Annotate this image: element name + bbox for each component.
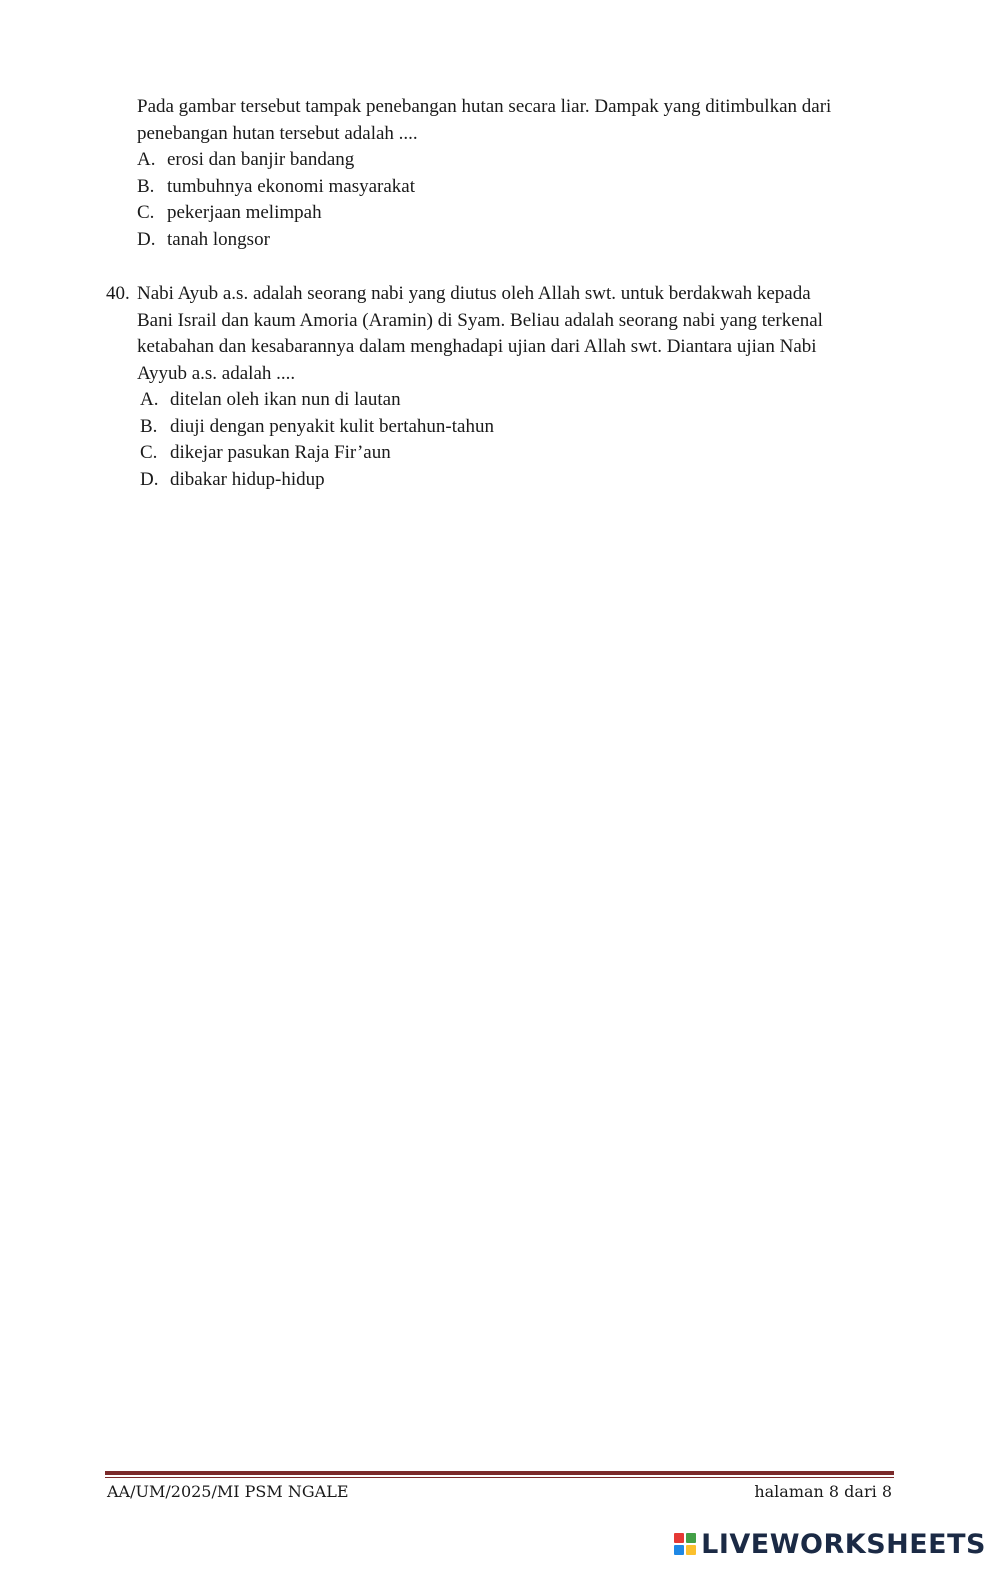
option-letter: B.: [137, 176, 155, 197]
option-letter: D.: [137, 229, 156, 250]
question-number: 40.: [106, 283, 130, 304]
footer-divider-thin: [105, 1477, 894, 1478]
question-40-stem-line: Nabi Ayub a.s. adalah seorang nabi yang diutus oleh Allah swt. untuk berdakwah kepada: [137, 283, 811, 304]
option-letter: B.: [140, 416, 158, 437]
option-text: diuji dengan penyakit kulit bertahun-tahun: [170, 416, 494, 437]
footer-divider: [105, 1471, 894, 1475]
question-40-stem-line: ketabahan dan kesabarannya dalam menghadapi ujian dari Allah swt. Diantara ujian Nabi: [137, 336, 817, 357]
footer-page-number: halaman 8 dari 8: [754, 1482, 892, 1501]
option-letter: C.: [140, 442, 158, 463]
option-letter: D.: [140, 469, 159, 490]
brand-name: LIVEWORKSHEETS: [701, 1528, 986, 1560]
liveworksheets-logo-icon: [674, 1533, 696, 1555]
logo-square-red: [674, 1533, 684, 1543]
question-39-stem-line: Pada gambar tersebut tampak penebangan hutan secara liar. Dampak yang ditimbulkan dari: [137, 96, 832, 117]
option-text: tumbuhnya ekonomi masyarakat: [167, 176, 415, 197]
question-40-stem-line: Bani Israil dan kaum Amoria (Aramin) di Syam. Beliau adalah seorang nabi yang terkenal: [137, 310, 823, 331]
question-39-stem-line: penebangan hutan tersebut adalah ....: [137, 123, 418, 144]
liveworksheets-brand[interactable]: [674, 1524, 986, 1564]
logo-square-green: [686, 1533, 696, 1543]
logo-square-blue: [674, 1545, 684, 1555]
option-text: tanah longsor: [167, 229, 270, 250]
option-letter: C.: [137, 202, 155, 223]
question-40-stem-line: Ayyub a.s. adalah ....: [137, 363, 296, 384]
logo-square-yellow: [686, 1545, 696, 1555]
option-letter: A.: [140, 389, 159, 410]
option-text: erosi dan banjir bandang: [167, 149, 355, 170]
option-letter: A.: [137, 149, 156, 170]
option-text: pekerjaan melimpah: [167, 202, 322, 223]
option-text: dikejar pasukan Raja Fir’aun: [170, 442, 391, 463]
footer-document-code: AA/UM/2025/MI PSM NGALE: [107, 1482, 349, 1501]
option-text: dibakar hidup-hidup: [170, 469, 325, 490]
option-text: ditelan oleh ikan nun di lautan: [170, 389, 401, 410]
